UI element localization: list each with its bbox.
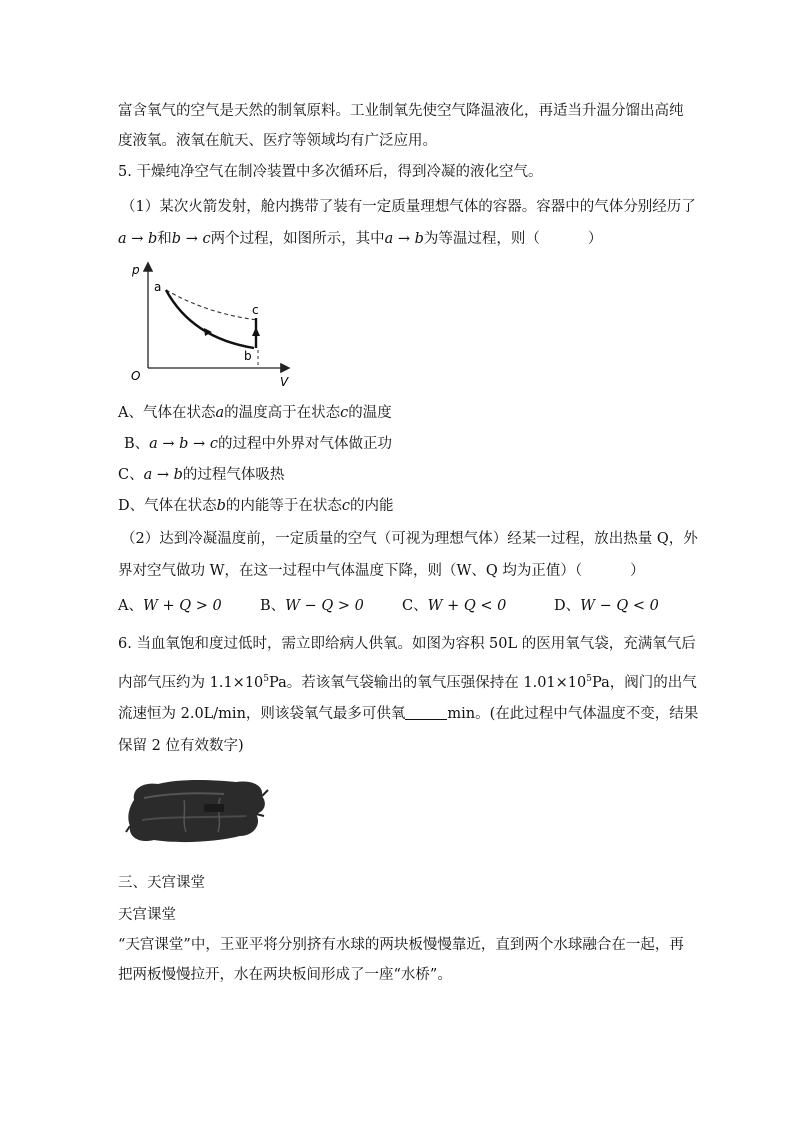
q5-option-b: B、a → b → c的过程中外界对气体做正功	[124, 436, 392, 452]
oxygen-bag-image	[124, 770, 270, 850]
point-label-c: c	[252, 303, 259, 317]
axis-label-p: p	[132, 263, 140, 277]
q5-part2-line-2: 界对空气做功 W，在这一过程中气体温度下降，则（W、Q 均为正值）（ ）	[118, 563, 645, 579]
section3-line-2: 把两板慢慢拉开，水在两块板间形成了一座“水桥”。	[118, 967, 452, 983]
dashed-curve	[166, 290, 258, 320]
expr-b-to-c: b → c	[171, 231, 211, 247]
point-label-b: b	[244, 349, 252, 363]
expr-a-to-b-2: a → b	[384, 231, 424, 247]
q6-line-4: 保留 2 位有效数字)	[118, 738, 244, 754]
q5-part2-option-d: D、W − Q < 0	[554, 598, 659, 614]
q6-line-1: 6. 当血氧饱和度过低时，需立即给病人供氧。如图为容积 50L 的医用氧气袋，充满氧气后	[118, 636, 696, 652]
answer-blank[interactable]	[405, 705, 447, 720]
q5-part1-line-1: （1）某次火箭发射，舱内携带了装有一定质量理想气体的容器。容器中的气体分别经历了	[121, 199, 696, 215]
q5-part2-option-b: B、W − Q > 0	[260, 598, 364, 614]
q5-option-d: D、气体在状态b的内能等于在状态c的内能	[118, 498, 394, 514]
q5-part2-line-1: （2）达到冷凝温度前，一定质量的空气（可视为理想气体）经某一过程，放出热量 Q，外	[121, 531, 698, 547]
section3-heading: 三、天宫课堂	[118, 875, 205, 891]
intro-line-2: 度液氧。液氧在航天、医疗等领域均有广泛应用。	[118, 133, 437, 149]
q6-line-3: 流速恒为 2.0L/min，则该袋氧气最多可供氧 min。(在此过程中气体温度不变，结果	[118, 706, 699, 722]
pv-graph	[128, 258, 298, 390]
section3-line-1: “天宫课堂”中，王亚平将分别挤有水球的两块板慢慢靠近，直到两个水球融合在一起，再	[118, 937, 684, 953]
intro-line-1: 富含氧气的空气是天然的制氧原料。工业制氧先使空气降温液化，再适当升温分馏出高纯	[118, 103, 684, 119]
q5-part2-option-c: C、W + Q < 0	[402, 598, 507, 614]
q5-part1-line-2: a → b和b → c两个过程，如图所示，其中a → b为等温过程，则（ ）	[118, 231, 603, 247]
arrow-b-to-c	[252, 327, 260, 336]
axis-label-v: V	[280, 375, 289, 389]
q5-option-a: A、气体在状态a的温度高于在状态c的温度	[118, 405, 392, 421]
point-label-a: a	[154, 280, 162, 294]
q6-line-2: 内部气压约为 $1.1\times 10^5Pa$。若该氧气袋输出的氧气压强保持在 $1.01\times 10^5Pa$，阀门的出气	[118, 674, 697, 691]
q5-option-c: C、a → b的过程气体吸热	[118, 467, 285, 483]
section3-subheading: 天宫课堂	[118, 907, 176, 923]
curve-a-to-b	[166, 290, 254, 348]
origin-label: O	[131, 369, 141, 383]
expr-a-to-b: a → b	[118, 231, 158, 247]
q5-part2-option-a: A、W + Q > 0	[118, 598, 222, 614]
q5-title: 5. 干燥纯净空气在制冷装置中多次循环后，得到冷凝的液化空气。	[118, 164, 543, 180]
